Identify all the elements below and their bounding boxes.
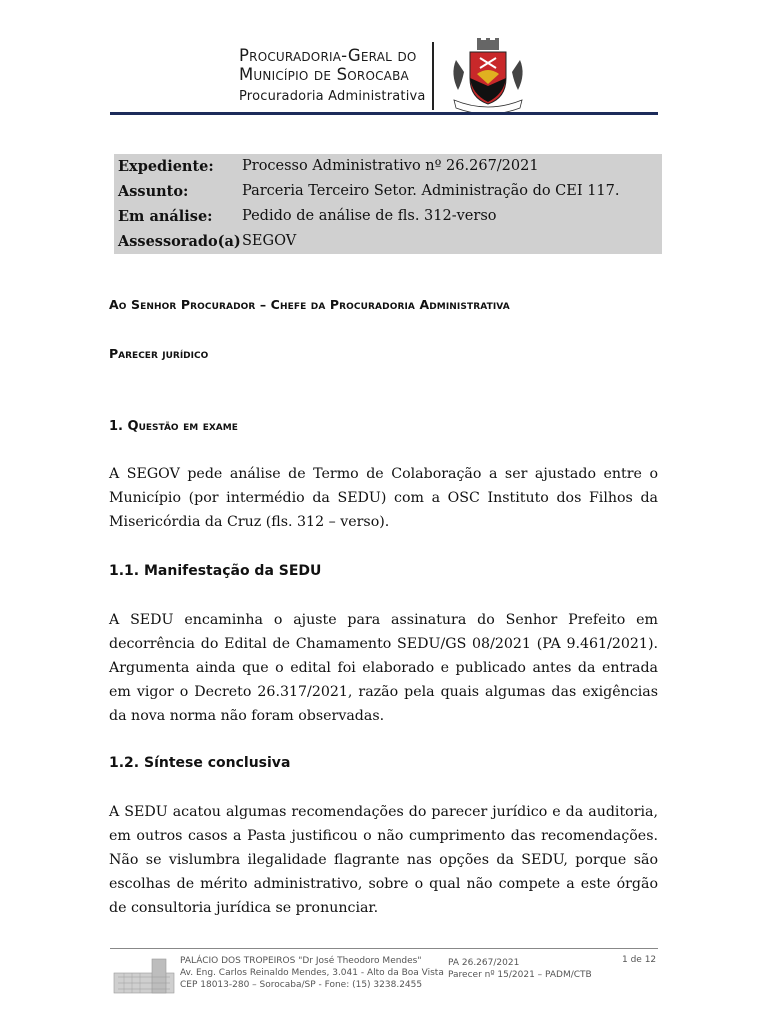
footer-process-number: PA 26.267/2021 <box>448 958 520 968</box>
info-value: Parceria Terceiro Setor. Administração do CEI 117. <box>242 183 620 199</box>
document-header <box>239 46 426 106</box>
info-label: Em análise: <box>118 208 213 225</box>
palace-building-icon <box>112 955 176 995</box>
info-value: Pedido de análise de fls. 312-verso <box>242 208 497 224</box>
info-row-assunto <box>114 179 662 204</box>
section-1-1-paragraph: A SEDU encaminha o ajuste para assinatura do Senhor Prefeito em decorrência do Edital de Chamamento SEDU/GS 08/2021 (PA 9.461/2021). Argumenta ainda que o edital foi elaborado e publicado antes da entrada em vigor o Decreto 26.317/2021, razão pela quais algumas das exigências da nova norma não foram observadas. <box>109 612 658 724</box>
footer-rule <box>110 948 658 949</box>
section-number: 1. <box>109 419 123 434</box>
footer-process-info <box>448 957 592 981</box>
section-1-2-paragraph: A SEDU acatou algumas recomendações do parecer jurídico e da auditoria, em outros casos a Pasta justificou o não cumprimento das recomendações. Não se vislumbra ilegalidade flagrante nas opções da SEDU, porque são escolhas de mérito administrativo, sobre o qual não compete a este órgão de consultoria jurídica se pronunciar. <box>109 804 658 916</box>
footer-address <box>180 955 444 991</box>
info-value: SEGOV <box>242 233 297 249</box>
department-name: Procuradoria Administrativa <box>239 89 426 104</box>
page-number: 1 de 12 <box>622 955 657 965</box>
section-title: Questão em exame <box>127 419 238 434</box>
section-1-heading <box>109 419 238 434</box>
footer-address-line3: CEP 18013-280 – Sorocaba/SP - Fone: (15) 3238.2455 <box>180 980 423 990</box>
org-name-line1: Procuradoria-Geral do <box>239 46 417 65</box>
section-1-2-heading: 1.2. Síntese conclusiva <box>109 755 291 771</box>
footer-address-line2: Av. Eng. Carlos Reinaldo Mendes, 3.041 - Alto da Boa Vista <box>180 968 444 978</box>
info-label: Assunto: <box>118 183 189 200</box>
case-info-table <box>114 154 662 254</box>
info-label: Expediente: <box>118 158 214 175</box>
footer-opinion-number: Parecer nº 15/2021 – PADM/CTB <box>448 970 592 980</box>
section-1-1-heading: 1.1. Manifestação da SEDU <box>109 563 322 579</box>
footer-address-line1: PALÁCIO DOS TROPEIROS "Dr José Theodoro Mendes" <box>180 956 422 966</box>
header-divider <box>432 42 434 110</box>
info-row-expediente <box>114 154 662 179</box>
addressee-line: Ao Senhor Procurador – Chefe da Procuradoria Administrativa <box>109 297 510 312</box>
org-name-line2: Município de Sorocaba <box>239 65 409 84</box>
header-rule <box>110 112 658 115</box>
section-1-paragraph: A SEGOV pede análise de Termo de Colaboração a ser ajustado entre o Município (por intermédio da SEDU) com a OSC Instituto dos Filhos da Misericórdia da Cruz (fls. 312 – verso). <box>109 466 658 530</box>
info-label: Assessorado(a) <box>118 233 241 250</box>
coat-of-arms-icon <box>446 38 530 112</box>
info-value: Processo Administrativo nº 26.267/2021 <box>242 158 539 174</box>
opinion-title: Parecer jurídico <box>109 346 209 361</box>
info-row-em-analise <box>114 204 662 229</box>
info-row-assessorado <box>114 229 662 254</box>
